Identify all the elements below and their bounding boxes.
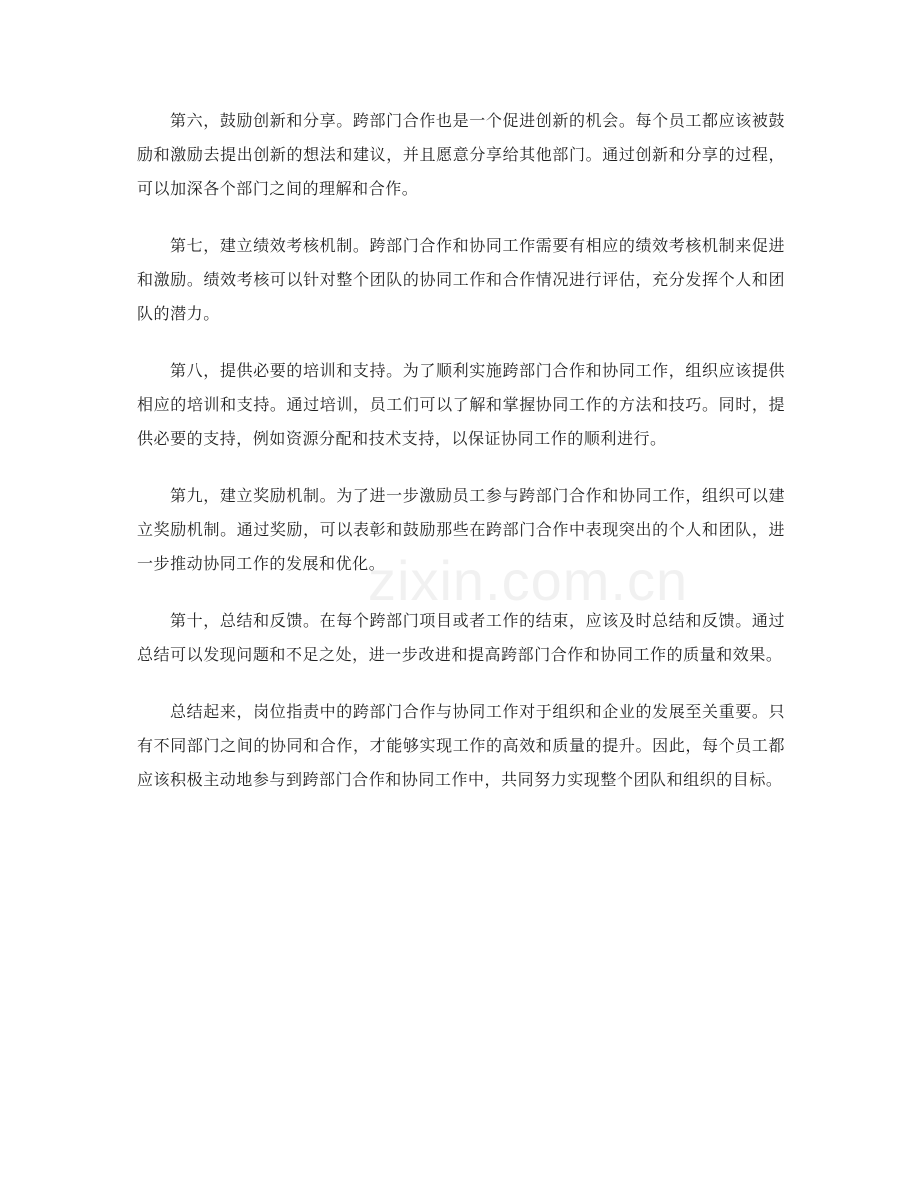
document-page bbox=[137, 104, 785, 820]
paragraph-conclusion: 总结起来，岗位指责中的跨部门合作与协同工作对于组织和企业的发展至关重要。只有不同部门之间的协同和合作，才能够实现工作的高效和质量的提升。因此，每个员工都应该积极主动地参与到跨部门合作和协同工作中，共同努力实现整个团队和组织的目标。 bbox=[137, 702, 785, 789]
paragraph-sixth-point: 第六，鼓励创新和分享。跨部门合作也是一个促进创新的机会。每个员工都应该被鼓励和激励去提出创新的想法和建议，并且愿意分享给其他部门。通过创新和分享的过程，可以加深各个部门之间的理解和合作。 bbox=[137, 111, 785, 198]
paragraph-seventh-point: 第七，建立绩效考核机制。跨部门合作和协同工作需要有相应的绩效考核机制来促进和激励。绩效考核可以针对整个团队的协同工作和合作情况进行评估，充分发挥个人和团队的潜力。 bbox=[137, 236, 785, 323]
paragraph-tenth-point: 第十，总结和反馈。在每个跨部门项目或者工作的结束，应该及时总结和反馈。通过总结可以发现问题和不足之处，进一步改进和提高跨部门合作和协同工作的质量和效果。 bbox=[137, 611, 785, 664]
paragraph-eighth-point: 第八，提供必要的培训和支持。为了顺利实施跨部门合作和协同工作，组织应该提供相应的培训和支持。通过培训，员工们可以了解和掌握协同工作的方法和技巧。同时，提供必要的支持，例如资源分配和技术支持，以保证协同工作的顺利进行。 bbox=[137, 361, 785, 448]
watermark: zixin.com.cn bbox=[368, 549, 689, 612]
paragraph-ninth-point: 第九，建立奖励机制。为了进一步激励员工参与跨部门合作和协同工作，组织可以建立奖励机制。通过奖励，可以表彰和鼓励那些在跨部门合作中表现突出的个人和团队，进一步推动协同工作的发展和优化。 bbox=[137, 486, 785, 573]
